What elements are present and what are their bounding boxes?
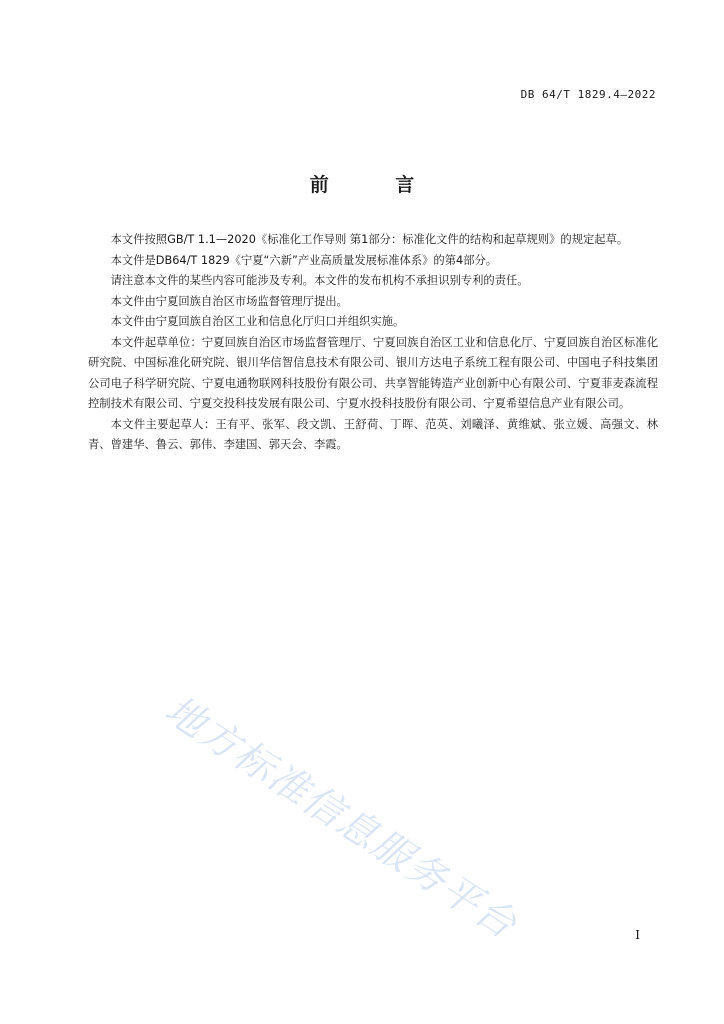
page-title: 前 言 — [309, 174, 445, 196]
paragraph-implementer: 本文件由宁夏回族自治区工业和信息化厅归口并组织实施。 — [110, 315, 405, 328]
paragraph-patent: 请注意本文件的某些内容可能涉及专利。本文件的发布机构不承担识别专利的责任。 — [110, 274, 529, 287]
doc-code: DB 64/T 1829.4—2022 — [520, 88, 656, 101]
watermark: 地方标准信息服务平台 — [156, 687, 525, 949]
body-text — [88, 230, 658, 456]
paragraph-proposer: 本文件由宁夏回族自治区市场监督管理厅提出。 — [110, 294, 348, 308]
paragraph-drafters: 本文件主要起草人：王有平、张军、段文凯、王舒荷、丁晖、范英、刘曦泽、黄维斌、张立媛、高强文、林青、曾建华、鲁云、郭伟、李建国、郭天会、李霞。 — [88, 417, 658, 451]
paragraph-scope: 本文件按照GB/T 1.1—2020《标准化工作导则 第1部分：标准化文件的结构和起草规则》的规定起草。 — [110, 233, 629, 246]
page-number: I — [635, 928, 640, 942]
paragraph-drafting-units: 本文件起草单位：宁夏回族自治区市场监督管理厅、宁夏回族自治区工业和信息化厅、宁夏回族自治区标准化研究院、中国标准化研究院、银川华信智信息技术有限公司、银川方达电子系统工程有限公司、中国电子科技集团公司电子科学研究院、宁夏电通物联网科技股份有限公司、共享智能铸造产业创新中心有限公司、宁夏菲麦森流程控制技术有限公司、宁夏交投科技发展有限公司、宁夏水投科技股份有限公司、宁夏希望信息产业有限公司。 — [88, 335, 658, 410]
paragraph-part: 本文件是DB64/T 1829《宁夏“六新”产业高质量发展标准体系》的第4部分。 — [110, 253, 498, 267]
